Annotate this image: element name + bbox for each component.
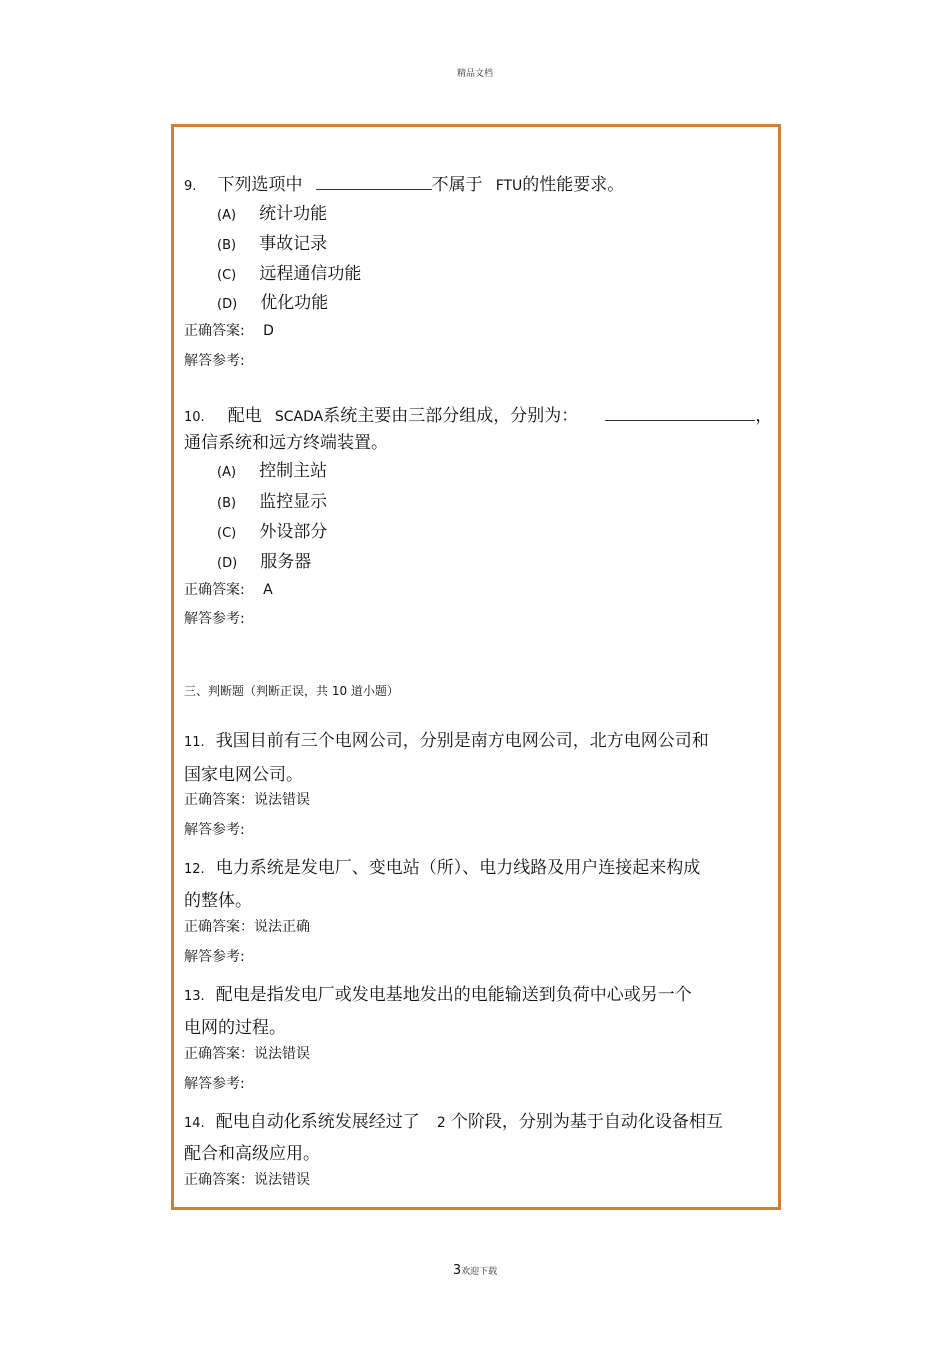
answer-blank — [605, 420, 755, 421]
question-number: 10. — [184, 410, 205, 425]
question-text: ， — [755, 406, 773, 426]
answer-line: 正确答案：说法错误 — [184, 1046, 310, 1062]
question-text-line2: 配合和高级应用。 — [184, 1144, 320, 1164]
answer-line — [184, 579, 273, 599]
reference-label: 解答参考: — [184, 611, 245, 627]
question-12-stem — [184, 853, 700, 878]
question-text-line2: 国家电网公司。 — [184, 765, 303, 785]
option-label: (C) — [217, 526, 237, 541]
question-text: 下列选项中 — [217, 175, 303, 195]
answer-label: 正确答案: — [184, 582, 245, 598]
option-text: 统计功能 — [259, 204, 328, 224]
reference-label: 解答参考: — [184, 353, 245, 369]
question-number: 9. — [184, 179, 197, 194]
question-11-stem — [184, 726, 709, 751]
option-text: 监控显示 — [259, 492, 328, 512]
question-count: 2 — [436, 1115, 446, 1131]
question-number: 14. — [184, 1116, 205, 1131]
page-header: 精品文档 — [456, 69, 493, 79]
option-b — [217, 487, 327, 512]
question-text: 电力系统是发电厂、变电站（所）、电力线路及用户连接起来构成 — [215, 858, 701, 878]
option-c — [217, 517, 327, 542]
option-text: 服务器 — [260, 552, 312, 572]
question-text: 个阶段，分别为基于自动化设备相互 — [450, 1112, 723, 1132]
option-label: (A) — [217, 208, 237, 223]
option-label: (D) — [217, 556, 238, 571]
answer-label: 正确答案: — [184, 323, 245, 339]
question-14-stem — [184, 1107, 723, 1132]
option-text: 远程通信功能 — [259, 264, 362, 284]
question-text: 配电 — [227, 406, 262, 426]
answer-value: D — [263, 323, 274, 339]
question-text-line2: 的整体。 — [184, 891, 252, 911]
page-footer — [0, 1259, 950, 1278]
option-b — [217, 229, 327, 254]
question-text: 配电是指发电厂或发电基地发出的电能输送到负荷中心或另一个 — [215, 985, 692, 1005]
question-13-stem — [184, 980, 692, 1005]
answer-line: 正确答案：说法错误 — [184, 1172, 310, 1188]
answer-blank — [316, 189, 432, 190]
footer-text: 欢迎下载 — [461, 1267, 498, 1277]
option-label: (B) — [217, 238, 237, 253]
question-text-line2: 通信系统和远方终端装置。 — [184, 433, 388, 453]
question-9-stem — [184, 170, 624, 195]
question-term: FTU — [495, 178, 523, 194]
reference-label: 解答参考: — [184, 949, 245, 965]
option-label: (A) — [217, 465, 237, 480]
option-a — [217, 199, 327, 224]
question-text-line2: 电网的过程。 — [184, 1018, 286, 1038]
question-term: SCADA — [274, 409, 324, 425]
option-label: (D) — [217, 297, 238, 312]
question-10-stem — [184, 401, 772, 426]
option-text: 事故记录 — [259, 234, 328, 254]
option-text: 控制主站 — [259, 461, 328, 481]
option-label: (C) — [217, 268, 237, 283]
answer-line: 正确答案：说法正确 — [184, 919, 310, 935]
question-number: 12. — [184, 862, 205, 877]
question-text: 配电自动化系统发展经过了 — [215, 1112, 420, 1132]
option-d — [217, 547, 311, 572]
question-text: 我国目前有三个电网公司，分别是南方电网公司，北方电网公司和 — [215, 731, 709, 751]
answer-line — [184, 320, 274, 340]
question-text: 不属于 — [431, 175, 483, 195]
page-number: 3 — [452, 1263, 462, 1278]
question-number: 11. — [184, 735, 205, 750]
answer-line: 正确答案：说法错误 — [184, 792, 310, 808]
reference-label: 解答参考: — [184, 1076, 245, 1092]
option-d — [217, 288, 328, 313]
option-c — [217, 259, 361, 284]
option-text: 外设部分 — [259, 522, 328, 542]
section-title: 三、判断题（判断正误，共 10 道小题） — [184, 684, 399, 698]
question-text: 的性能要求。 — [522, 175, 625, 195]
option-label: (B) — [217, 496, 237, 511]
question-number: 13. — [184, 989, 205, 1004]
answer-value: A — [263, 582, 273, 598]
reference-label: 解答参考: — [184, 822, 245, 838]
option-text: 优化功能 — [260, 293, 329, 313]
question-text: 系统主要由三部分组成，分别为： — [323, 406, 579, 426]
option-a — [217, 456, 327, 481]
